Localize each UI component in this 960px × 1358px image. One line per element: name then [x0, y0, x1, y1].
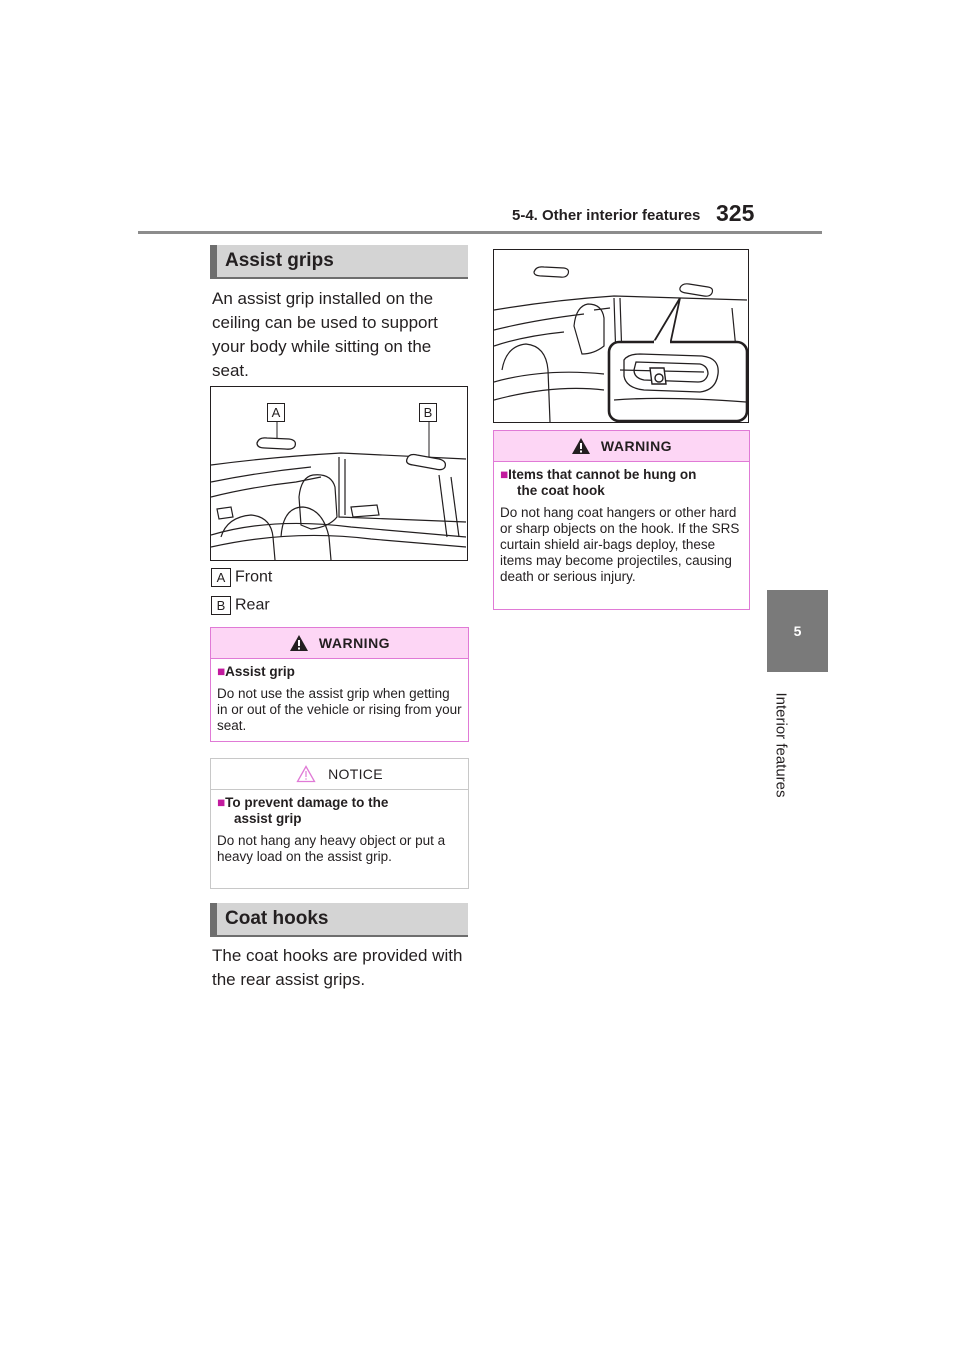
legend-item-front: [211, 568, 272, 587]
notice-body: Do not hang any heavy object or put a heavy load on the assist grip.: [217, 833, 446, 864]
warning-assist-grip: [210, 627, 469, 742]
chapter-title: Interior features: [772, 692, 790, 798]
assist-grips-illustration: [210, 386, 468, 561]
coat-hooks-heading: Coat hooks: [210, 903, 468, 937]
warning-coat-hook: [493, 430, 750, 610]
bullet-square-icon: ■: [500, 467, 509, 482]
bullet-square-icon: ■: [217, 795, 226, 810]
section-title: 5-4. Other interior features: [512, 207, 701, 224]
warning-triangle-icon: [289, 634, 309, 652]
figure-label-b: B: [419, 403, 437, 422]
legend-key-a: A: [211, 568, 231, 587]
warning-title: [494, 462, 749, 499]
chapter-tab: 5: [767, 590, 828, 672]
notice-assist-grip: [210, 758, 469, 889]
warning-header: [494, 431, 749, 462]
legend-label-front: Front: [235, 568, 273, 586]
warning-title: [211, 659, 468, 680]
notice-label: NOTICE: [328, 766, 383, 782]
assist-grips-heading: Assist grips: [210, 245, 468, 279]
legend-label-rear: Rear: [235, 596, 270, 614]
warning-body: Do not hang coat hangers or other hard or sharp objects on the hook. If the SRS curtain shield air-bags deploy, these items may become projectiles, causing death or serious injury.: [500, 505, 740, 584]
assist-grips-intro: An assist grip installed on the ceiling can be used to support your body while sitting on the seat.: [212, 289, 438, 380]
figure-label-a: A: [267, 403, 285, 422]
caution-triangle-outline-icon: [296, 765, 316, 783]
chapter-title-wrap: [765, 680, 797, 810]
warning-label: WARNING: [318, 635, 391, 651]
warning-title-line2: the coat hook: [517, 483, 605, 498]
notice-header: [211, 759, 468, 790]
notice-title: [211, 790, 468, 827]
warning-title-line1: Items that cannot be hung on: [508, 467, 697, 482]
bullet-square-icon: ■: [217, 664, 226, 679]
warning-triangle-icon: [571, 437, 591, 455]
warning-body: Do not use the assist grip when getting in or out of the vehicle or rising from your seat.: [217, 686, 462, 733]
notice-title-line2: assist grip: [234, 811, 302, 826]
coat-hook-illustration: [493, 249, 749, 423]
warning-label: WARNING: [600, 438, 673, 454]
legend-key-b: B: [211, 596, 231, 615]
coat-hook-drawing: [494, 250, 748, 422]
notice-title-line1: To prevent damage to the: [225, 795, 389, 810]
header-rule: [138, 231, 822, 234]
warning-title-text: Assist grip: [225, 664, 295, 679]
page-number: 325: [716, 200, 755, 226]
warning-header: [211, 628, 468, 659]
coat-hooks-intro: The coat hooks are provided with the rear assist grips.: [212, 946, 463, 989]
legend-item-rear: [211, 596, 270, 615]
